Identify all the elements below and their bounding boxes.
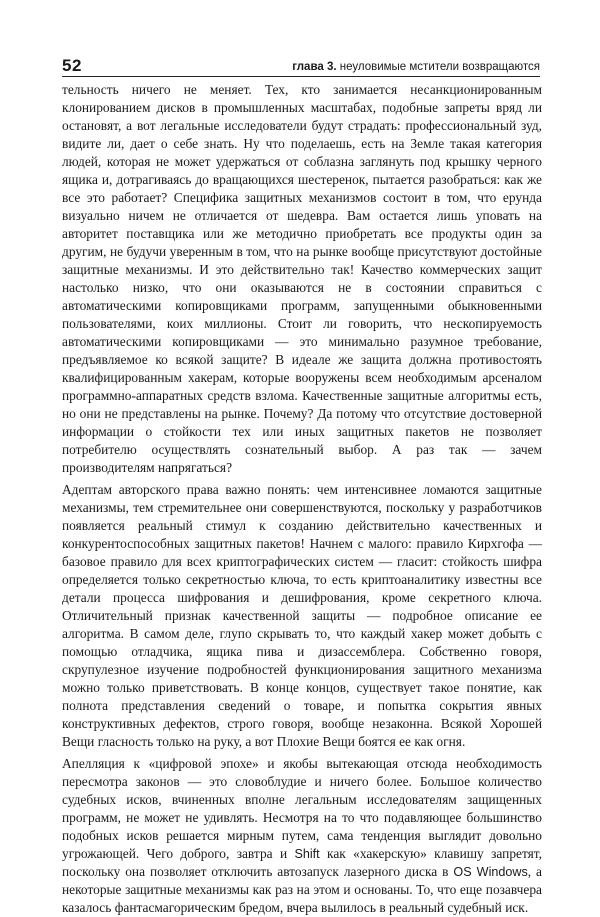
page-header — [62, 50, 540, 76]
term-os-windows: OS Windows — [453, 865, 528, 879]
paragraph-2: Адептам авторского права важно понять: чем интенсивнее ломаются защитные механизмы, тем стремительнее они совершенствуются, поскольку у разработчиков появляется реальный стимул к созданию действительно качественных и конкурентоспособных защитных пакетов! Начнем с малого: правило Кирхгофа — базовое правило для всех криптографических систем — гласит: стойкость шифра определяется только секретностью ключа, то есть криптоаналитику известны все детали процесса шифрования и дешифрования, кроме секретного ключа. Отличительный признак качественной защиты — подробное описание ее алгоритма. В самом деле, глупо скрывать то, что каждый хакер может добыть с помощью отладчика, ящика пива и дизассемблера. Собственно говоря, скрупулезное изучение подробностей функционирования защитного механизма можно только приветствовать. В конце концов, существует такое понятие, как полнота представления сведений о товаре, и попытка сокрытия явных конструктивных дефектов, строго говоря, вообще незаконна. Всякой Хорошей Вещи гласность только на руку, а вот Плохие Вещи боятся ее как огня. — [62, 482, 542, 749]
header-rule — [62, 76, 540, 77]
page-body — [62, 81, 542, 917]
paragraph-3-text-middle: как «хакерскую» клавишу запретят, поскольку она позволяет отключить автозапуск лазерного диска в — [62, 846, 542, 879]
paragraph-3-text-after: , а некоторые защитные механизмы как раз на этом и основаны. То, что еще позавчера казалось фантасмагорическим бредом, вчера вылилось в реальный судебный иск. — [62, 864, 543, 915]
term-shift: Shift — [294, 847, 320, 861]
chapter-label: глава 3. — [292, 61, 337, 73]
paragraph-1: тельность ничего не меняет. Тех, кто занимается несанкционированным клонированием дисков в промышленных масштабах, подобные запреты вряд ли остановят, а вот легальные исследователи будут страдать: профессиональный зуд, видите ли, дает о себе знать. Ну что поделаешь, есть на Земле такая категория людей, которая не может удержаться от соблазна заглянуть под крышку черного ящика и, дотрагиваясь до вращающихся шестеренок, пытается разобраться: как же все это работает? Специфика защитных механизмов состоит в том, что ерунда визуально ничем не отличается от шедевра. Вам остается лишь уповать на авторитет поставщика или же методично приобретать все продукты один за другим, не будучи уверенным в том, что на рынке вообще присутствуют достойные защитные механизмы. И это действительно так! Качество коммерческих защит настолько низко, что они оказываются не в состоянии справиться с автоматическими копировщиками программ, запущенными обыкновенными пользователями, коих миллионы. Стоит ли говорить, что нескопируемость автоматическими копировщиками — это минимально разумное требование, предъявляемое ко всякой защите? В идеале же защита должна противостоять квалифицированным хакерам, которые вооружены всем необходимым арсеналом программно-аппаратных средств взлома. Качественные защитные алгоритмы есть, но они не представлены на рынке. Почему? Да потому что отсутствие достоверной информации о стойкости тех или иных защитных пакетов не позволяет потребителю осуществлять сознательный выбор. А раз так — зачем производителям напрягаться? — [62, 82, 542, 475]
chapter-title: неуловимые мстители возвращаются — [339, 61, 540, 73]
paragraph-3 — [62, 755, 542, 917]
page-number: 52 — [62, 56, 82, 75]
paragraph-3-text-before: Апелляция к «цифровой эпохе» и якобы вытекающая отсюда необходимость пересмотра законов — это словоблудие и ничего более. Большое количество судебных исков, вчиненных вполне легальным исследователям защищенных программ, не может не удивлять. Несмотря на то что подавляющее большинство подобных исков решается мирным путем, сама тенденция выглядит довольно угрожающей. Чего доброго, завтра и — [62, 756, 542, 861]
running-head — [292, 60, 540, 76]
